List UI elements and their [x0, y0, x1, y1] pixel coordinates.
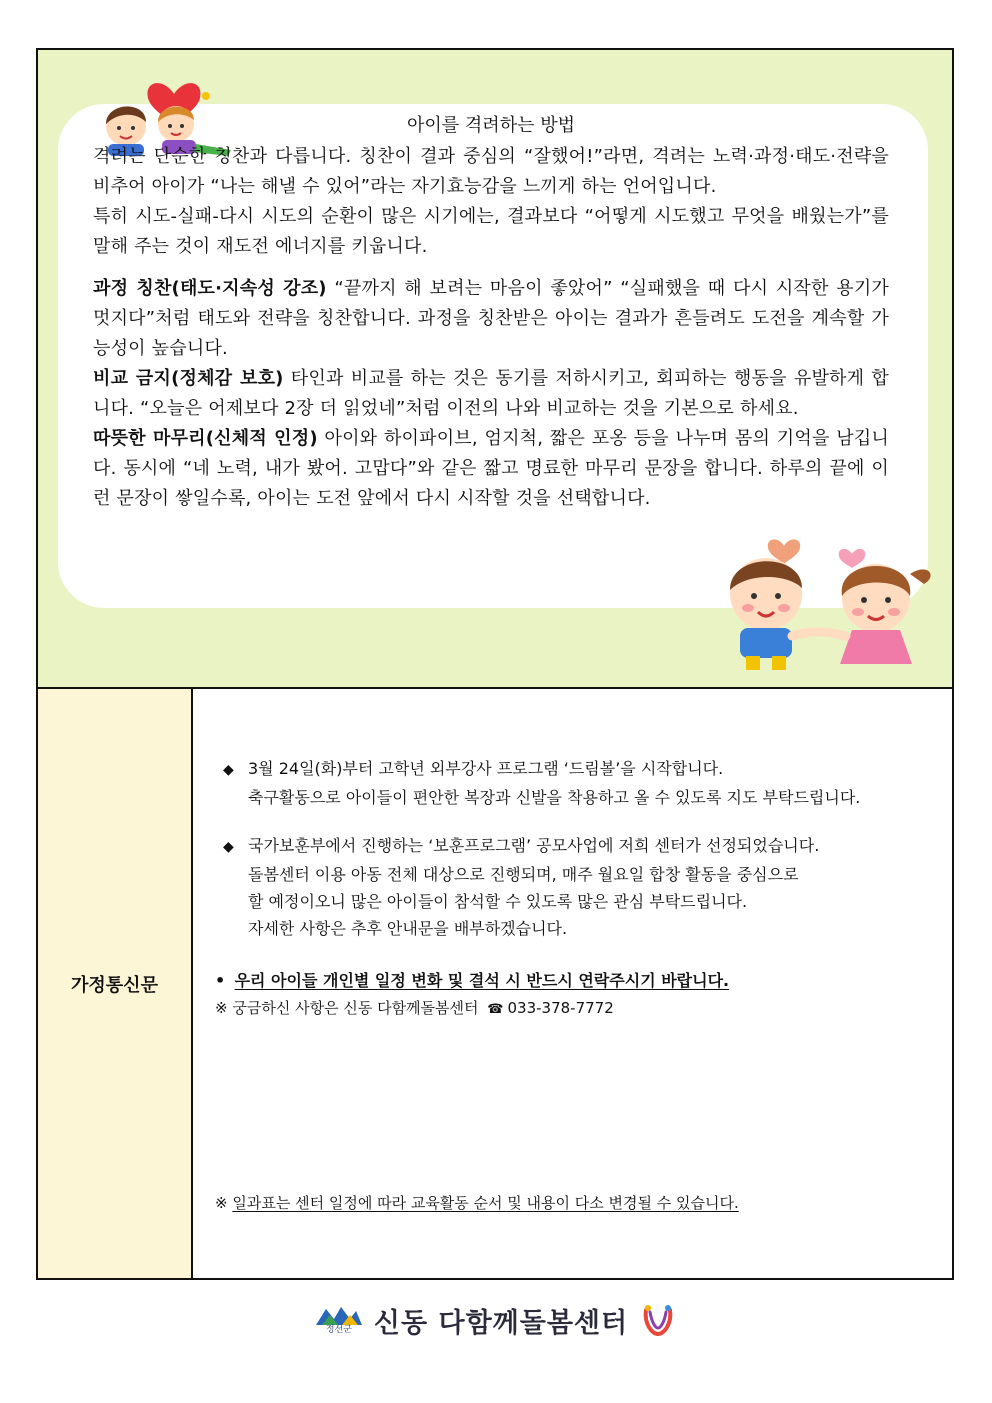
tip-body: 타인과 비교를 하는 것은 동기를 저하시키고, 회피하는 행동을 유발하게 합니다. “오늘은 어제보다 2장 더 읽었네”처럼 이전의 나와 비교하는 것을 기본으로 하세요. [93, 368, 890, 419]
diamond-icon: ◆ [223, 762, 234, 778]
contact-text: 궁금하신 사항은 신동 다함께돌봄센터 [232, 999, 479, 1017]
tip-no-comparison [93, 364, 889, 424]
tip-heading: 과정 칭찬(태도·지속성 강조) [93, 278, 327, 299]
article-body [93, 112, 889, 514]
footer [0, 1297, 992, 1343]
notice-line: 3월 24일(화)부터 고학년 외부강사 프로그램 ‘드림볼’을 시작합니다. [248, 759, 724, 778]
holding-hands-kids-illustration [676, 524, 946, 672]
tip-warm-closing [93, 424, 889, 514]
tip-body: “끝까지 해 보려는 마음이 좋았어” “실패했을 때 다시 시작한 용기가 멋지다”처럼 태도와 전략을 칭찬합니다. 과정을 칭찬받은 아이는 결과가 흔들려도 도전을 계속할 가능성이 높습니다. [93, 278, 889, 359]
schedule-footnote [215, 1192, 739, 1213]
attendance-notice [215, 968, 729, 991]
tip-heading: 따뜻한 마무리(신체적 인정) [93, 428, 318, 449]
bullet-marker: • [215, 971, 226, 990]
article-title: 아이를 격려하는 방법 [407, 115, 575, 136]
mountain-icon [316, 1305, 362, 1325]
newsletter-label-cell [38, 689, 193, 1278]
notice-line: 돌봄센터 이용 아동 전체 대상으로 진행되며, 매주 월요일 합창 활동을 중심으로 [248, 865, 799, 884]
county-logo [316, 1305, 362, 1335]
notice-line: 자세한 사항은 추후 안내문을 배부하겠습니다. [248, 919, 568, 938]
tip-body: 아이와 하이파이브, 엄지척, 짧은 포옹 등을 나누며 몸의 기억을 남깁니다. 동시에 “네 노력, 내가 봤어. 고맙다”와 같은 짧고 명료한 마무리 문장을 합니다. 하루의 끝에 이런 문장이 쌓일수록, 아이는 도전 앞에서 다시 시작할 것을 선택합니다. [93, 428, 889, 509]
center-logo-icon [640, 1302, 676, 1338]
center-name: 신동 다함께돌봄센터 [373, 1307, 629, 1339]
notice-veterans-program [223, 832, 953, 942]
contact-info [215, 997, 614, 1018]
newsletter-frame [36, 48, 954, 1280]
notice-line: 축구활동으로 아이들이 편안한 복장과 신발을 착용하고 올 수 있도록 지도 부탁드립니다. [248, 788, 861, 807]
attendance-notice-text: 우리 아이들 개인별 일정 변화 및 결석 시 반드시 연락주시기 바랍니다. [234, 971, 730, 990]
newsletter-label: 가정통신문 [71, 974, 158, 996]
tip-heading: 비교 금지(정체감 보호) [93, 368, 284, 389]
newsletter-content [195, 689, 952, 1278]
footnote-text: 일과표는 센터 일정에 따라 교육활동 순서 및 내용이 다소 변경될 수 있습니다. [232, 1194, 739, 1212]
phone-number: 033-378-7772 [507, 999, 614, 1017]
notice-line: 할 예정이오니 많은 아이들이 참석할 수 있도록 많은 관심 부탁드립니다. [248, 892, 748, 911]
tip-process-praise [93, 274, 889, 364]
ref-marker: ※ [215, 999, 228, 1017]
footnote-marker: ※ [215, 1194, 228, 1212]
article-intro-1: 격려는 단순한 칭찬과 다릅니다. 칭찬이 결과 중심의 “잘했어!”라면, 격려는 노력·과정·태도·전략을 비추어 아이가 “나는 해낼 수 있어”라는 자기효능감을 느끼게 하는 언어입니다. [93, 146, 889, 197]
article-section [38, 50, 952, 689]
county-name: 정선군 [325, 1325, 352, 1335]
diamond-icon: ◆ [223, 839, 234, 855]
phone-icon: ☎ [487, 1002, 504, 1017]
notice-dreamball [223, 755, 953, 811]
article-intro-2: 특히 시도-실패-다시 시도의 순환이 많은 시기에는, 결과보다 “어떻게 시도했고 무엇을 배웠는가”를 말해 주는 것이 재도전 에너지를 키웁니다. [93, 206, 889, 257]
notice-line: 국가보훈부에서 진행하는 ‘보훈프로그램’ 공모사업에 저희 센터가 선정되었습니다. [248, 836, 820, 855]
newsletter-section [38, 689, 952, 1278]
